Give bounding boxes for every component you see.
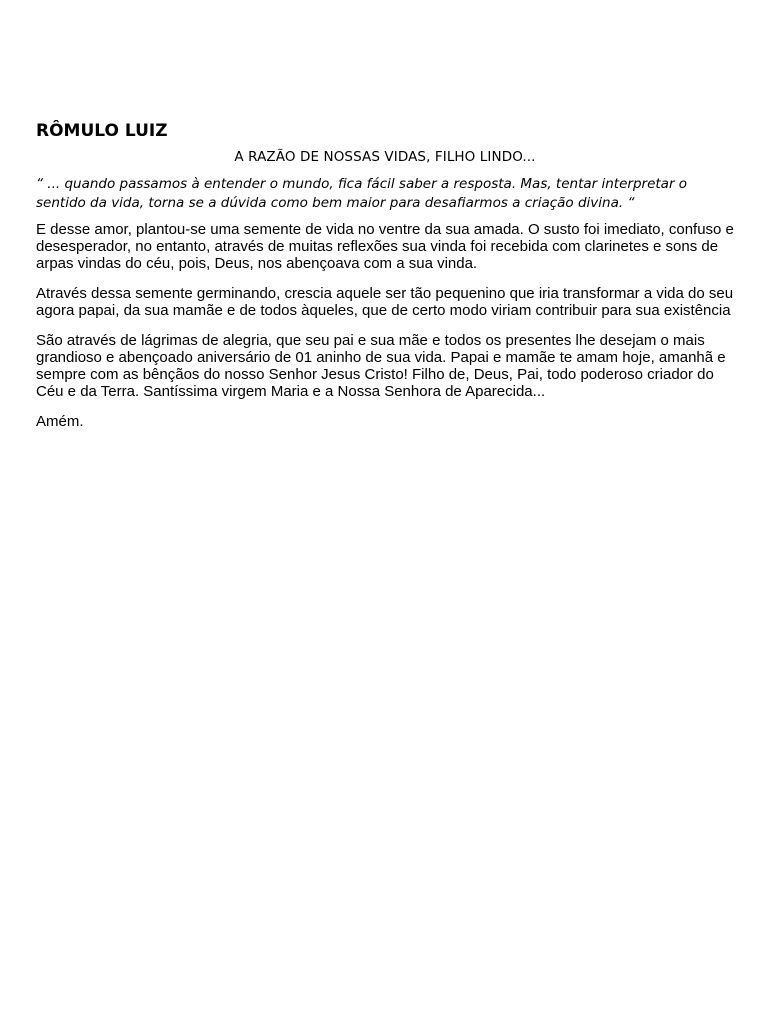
opening-quote: “ ... quando passamos à entender o mundo, fica fácil saber a resposta. Mas, tentar interpretar o sentido da vida, torna se a dúvida como bem maior para desafiarmos a criação divina. “: [36, 176, 688, 211]
author-name: RÔMULO LUIZ: [36, 121, 168, 141]
document-page: [36, 120, 734, 443]
paragraph-2: Através dessa semente germinando, crescia aquele ser tão pequenino que iria transformar a vida do seu agora papai, da sua mamãe e de todos àqueles, que de certo modo viriam contribuir para sua existência: [36, 285, 734, 319]
paragraph-3: São através de lágrimas de alegria, que seu pai e sua mãe e todos os presentes lhe desejam o mais grandioso e abençoado aniversário de 01 aninho de sua vida. Papai e mamãe te amam hoje, amanhã e sempre com as bênçãos do nosso Senhor Jesus Cristo! Filho de, Deus, Pai, todo poderoso criador do Céu e da Terra. Santíssima virgem Maria e a Nossa Senhora de Aparecida...: [36, 332, 726, 400]
paragraph-1: E desse amor, plantou-se uma semente de vida no ventre da sua amada. O susto foi imediato, confuso e desesperador, no entanto, através de muitas reflexões sua vinda foi recebida com clarinetes e sons de arpas vindas do céu, pois, Deus, nos abençoava com a sua vinda.: [36, 221, 734, 272]
closing-amen: Amém.: [36, 413, 84, 430]
document-title: A RAZÃO DE NOSSAS VIDAS, FILHO LINDO...: [234, 149, 536, 165]
